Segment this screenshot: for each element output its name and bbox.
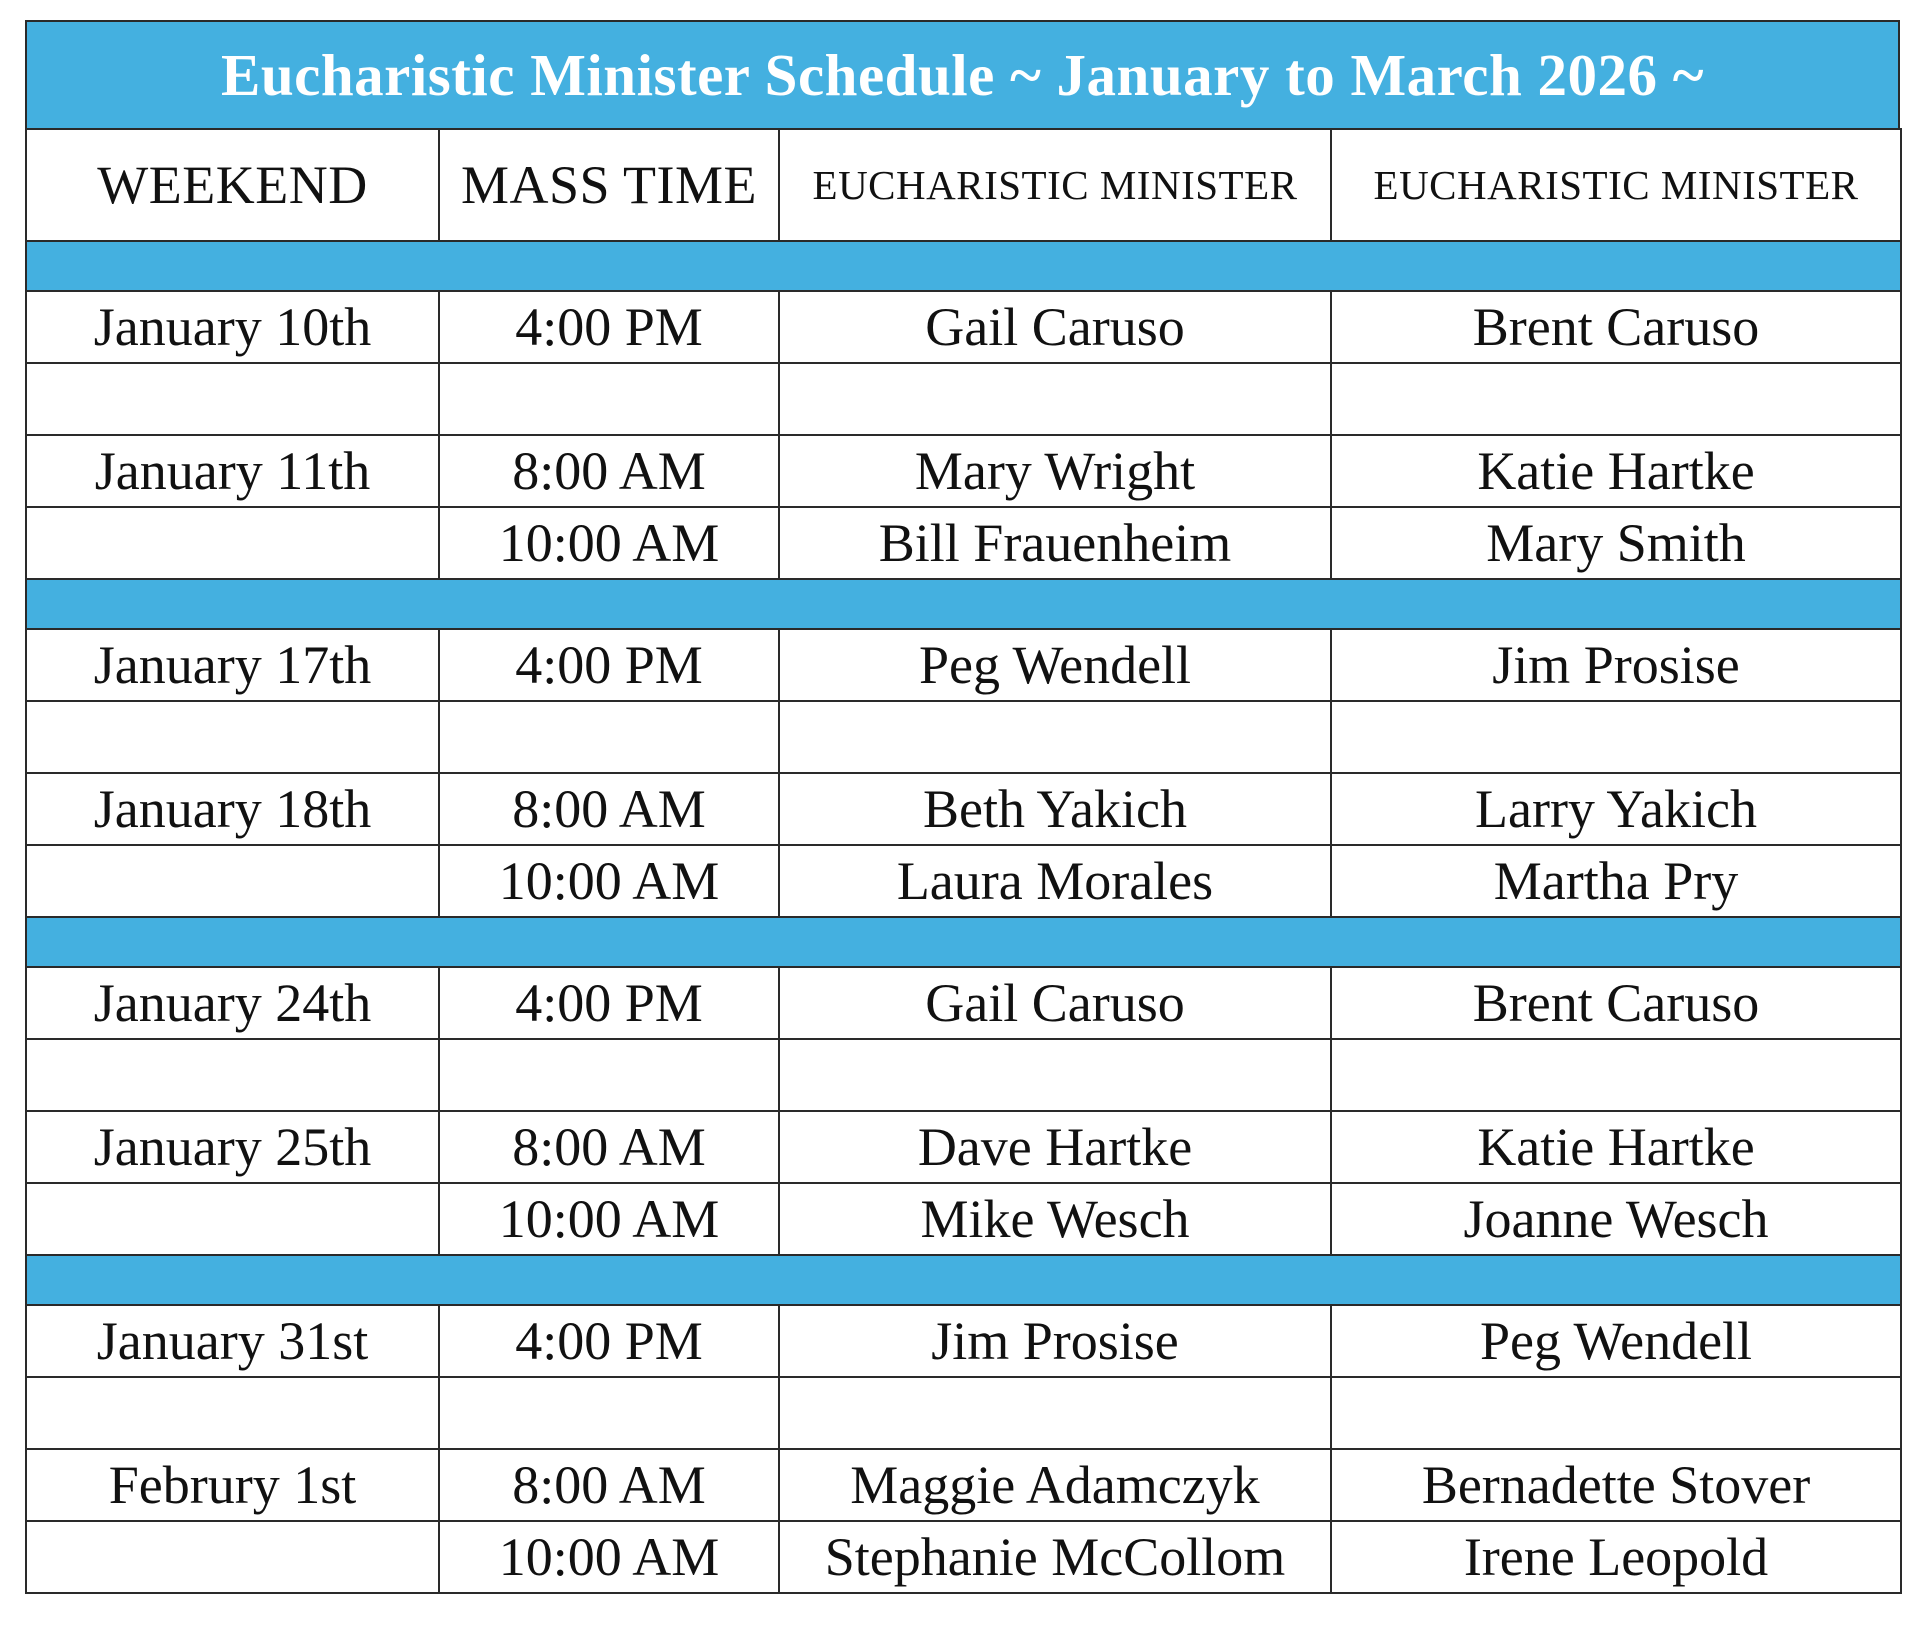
schedule-row — [26, 773, 1901, 845]
header-weekend: WEEKEND — [26, 129, 439, 241]
minister-2: Brent Caruso — [1331, 291, 1901, 363]
mass-time — [439, 363, 779, 435]
minister-1: Gail Caruso — [779, 967, 1331, 1039]
schedule-row — [26, 1039, 1901, 1111]
schedule-row — [26, 507, 1901, 579]
minister-2: Larry Yakich — [1331, 773, 1901, 845]
schedule-row — [26, 1449, 1901, 1521]
separator-band — [26, 579, 1901, 629]
mass-time: 4:00 PM — [439, 629, 779, 701]
weekend-date — [26, 845, 439, 917]
mass-time: 8:00 AM — [439, 1111, 779, 1183]
minister-1 — [779, 701, 1331, 773]
weekend-date — [26, 363, 439, 435]
minister-1: Maggie Adamczyk — [779, 1449, 1331, 1521]
minister-1 — [779, 1377, 1331, 1449]
mass-time: 10:00 AM — [439, 507, 779, 579]
minister-2 — [1331, 1377, 1901, 1449]
minister-1: Laura Morales — [779, 845, 1331, 917]
mass-time: 8:00 AM — [439, 773, 779, 845]
schedule-row — [26, 629, 1901, 701]
minister-1: Bill Frauenheim — [779, 507, 1331, 579]
weekend-date — [26, 1377, 439, 1449]
schedule-row — [26, 363, 1901, 435]
weekend-date — [26, 1183, 439, 1255]
schedule-table — [25, 128, 1902, 1594]
schedule-row — [26, 701, 1901, 773]
mass-time: 4:00 PM — [439, 1305, 779, 1377]
weekend-separator — [26, 579, 1901, 629]
schedule-row — [26, 967, 1901, 1039]
mass-time: 4:00 PM — [439, 967, 779, 1039]
minister-1: Jim Prosise — [779, 1305, 1331, 1377]
weekend-date: January 10th — [26, 291, 439, 363]
minister-1 — [779, 1039, 1331, 1111]
minister-2 — [1331, 1039, 1901, 1111]
weekend-date — [26, 701, 439, 773]
header-minister-2: EUCHARISTIC MINISTER — [1331, 129, 1901, 241]
weekend-separator — [26, 917, 1901, 967]
weekend-date: January 18th — [26, 773, 439, 845]
minister-1: Stephanie McCollom — [779, 1521, 1331, 1593]
mass-time — [439, 1377, 779, 1449]
schedule-body — [26, 241, 1901, 1593]
weekend-date: January 25th — [26, 1111, 439, 1183]
minister-2: Jim Prosise — [1331, 629, 1901, 701]
schedule-row — [26, 435, 1901, 507]
minister-2: Joanne Wesch — [1331, 1183, 1901, 1255]
schedule-row — [26, 845, 1901, 917]
header-mass-time: MASS TIME — [439, 129, 779, 241]
separator-band — [26, 1255, 1901, 1305]
minister-2: Peg Wendell — [1331, 1305, 1901, 1377]
weekend-date: January 31st — [26, 1305, 439, 1377]
weekend-separator — [26, 1255, 1901, 1305]
minister-2: Mary Smith — [1331, 507, 1901, 579]
minister-1: Gail Caruso — [779, 291, 1331, 363]
schedule-table-container — [25, 20, 1900, 1594]
schedule-row — [26, 1183, 1901, 1255]
mass-time: 10:00 AM — [439, 845, 779, 917]
weekend-date — [26, 1521, 439, 1593]
mass-time: 8:00 AM — [439, 1449, 779, 1521]
schedule-row — [26, 1111, 1901, 1183]
minister-1: Dave Hartke — [779, 1111, 1331, 1183]
minister-2: Martha Pry — [1331, 845, 1901, 917]
minister-1: Mary Wright — [779, 435, 1331, 507]
schedule-row — [26, 1521, 1901, 1593]
schedule-row — [26, 291, 1901, 363]
minister-1: Peg Wendell — [779, 629, 1331, 701]
minister-2: Katie Hartke — [1331, 1111, 1901, 1183]
minister-1 — [779, 363, 1331, 435]
weekend-date: January 24th — [26, 967, 439, 1039]
minister-1: Mike Wesch — [779, 1183, 1331, 1255]
weekend-date: January 11th — [26, 435, 439, 507]
mass-time: 8:00 AM — [439, 435, 779, 507]
schedule-title: Eucharistic Minister Schedule ~ January to March 2026 ~ — [25, 20, 1900, 128]
mass-time: 4:00 PM — [439, 291, 779, 363]
weekend-date — [26, 507, 439, 579]
minister-2: Katie Hartke — [1331, 435, 1901, 507]
minister-2: Brent Caruso — [1331, 967, 1901, 1039]
weekend-separator — [26, 241, 1901, 291]
minister-2: Irene Leopold — [1331, 1521, 1901, 1593]
separator-band — [26, 917, 1901, 967]
weekend-date: Februry 1st — [26, 1449, 439, 1521]
schedule-row — [26, 1305, 1901, 1377]
minister-2: Bernadette Stover — [1331, 1449, 1901, 1521]
separator-band — [26, 241, 1901, 291]
mass-time — [439, 701, 779, 773]
header-row — [26, 129, 1901, 241]
minister-2 — [1331, 363, 1901, 435]
schedule-row — [26, 1377, 1901, 1449]
mass-time: 10:00 AM — [439, 1521, 779, 1593]
mass-time: 10:00 AM — [439, 1183, 779, 1255]
mass-time — [439, 1039, 779, 1111]
header-minister-1: EUCHARISTIC MINISTER — [779, 129, 1331, 241]
weekend-date — [26, 1039, 439, 1111]
minister-2 — [1331, 701, 1901, 773]
minister-1: Beth Yakich — [779, 773, 1331, 845]
weekend-date: January 17th — [26, 629, 439, 701]
